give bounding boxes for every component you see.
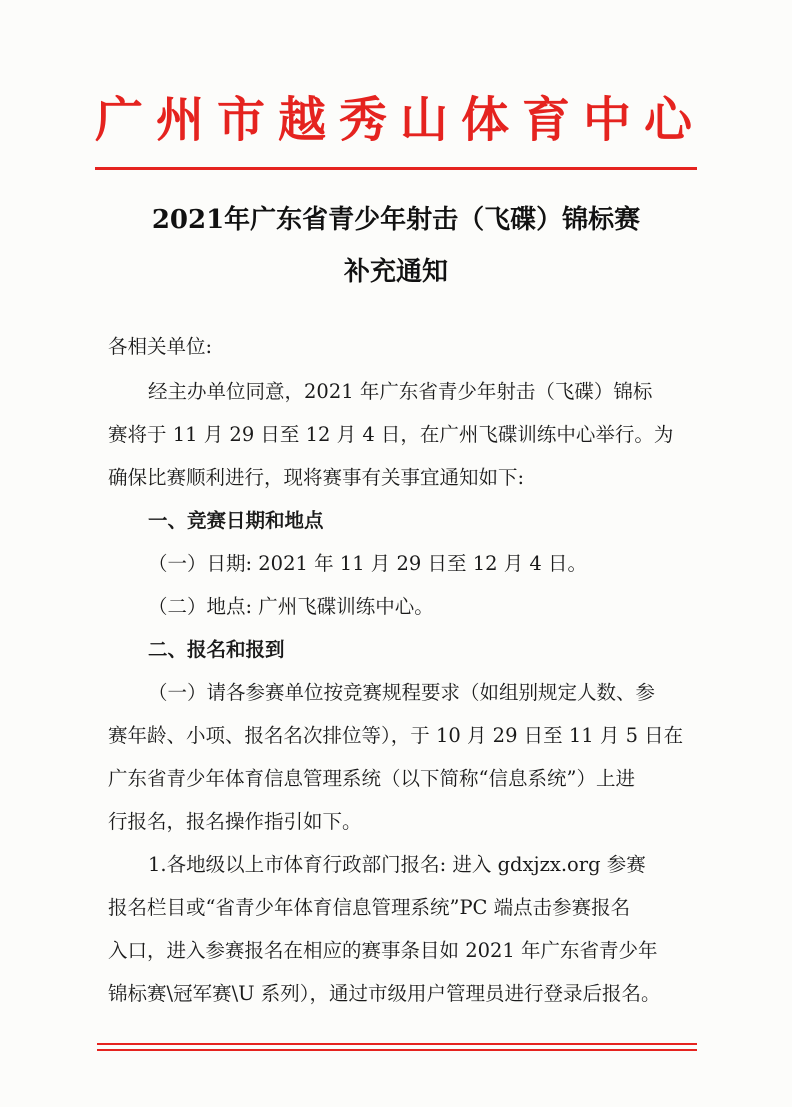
section-1-item-location: （二）地点: 广州飞碟训练中心。 <box>148 595 434 618</box>
intro-line-1: 经主办单位同意，2021 年广东省青少年射击（飞碟）锦标 <box>148 380 653 403</box>
step-1-line-1: 1.各地级以上市体育行政部门报名: 进入 gdxjzx.org 参赛 <box>148 853 646 876</box>
step-1-line-3: 入口，进入参赛报名在相应的赛事条目如 2021 年广东省青少年 <box>108 939 658 962</box>
section-2-item-1-line-3: 广东省青少年体育信息管理系统（以下简称“信息系统”）上进 <box>108 767 635 790</box>
section-2-item-1-line-1: （一）请各参赛单位按竞赛规程要求（如组别规定人数、参 <box>148 681 656 704</box>
header-red-rule <box>95 167 697 170</box>
section-2-item-1-line-2: 赛年龄、小项、报名名次排位等），于 10 月 29 日至 11 月 5 日在 <box>108 724 684 747</box>
footer-red-rule-lower <box>97 1049 697 1051</box>
section-2-heading: 二、报名和报到 <box>148 638 285 661</box>
footer-red-rule-upper <box>97 1043 697 1045</box>
document-title-line-2: 补充通知 <box>343 257 448 287</box>
organization-header: 广州市越秀山体育中心 <box>95 92 706 148</box>
document-title-line-1: 2021年广东省青少年射击（飞碟）锦标赛 <box>151 205 641 235</box>
section-2-item-1-line-4: 行报名，报名操作指引如下。 <box>108 810 362 833</box>
section-1-heading: 一、竞赛日期和地点 <box>148 509 324 532</box>
step-1-line-2: 报名栏目或“省青少年体育信息管理系统”PC 端点击参赛报名 <box>108 896 631 919</box>
step-1-line-4: 锦标赛\冠军赛\U 系列），通过市级用户管理员进行登录后报名。 <box>108 982 661 1005</box>
intro-line-2: 赛将于 11 月 29 日至 12 月 4 日，在广州飞碟训练中心举行。为 <box>108 423 674 446</box>
salutation: 各相关单位: <box>108 335 213 358</box>
intro-line-3: 确保比赛顺利进行，现将赛事有关事宜通知如下: <box>108 466 525 489</box>
section-1-item-date: （一）日期: 2021 年 11 月 29 日至 12 月 4 日。 <box>148 552 588 575</box>
